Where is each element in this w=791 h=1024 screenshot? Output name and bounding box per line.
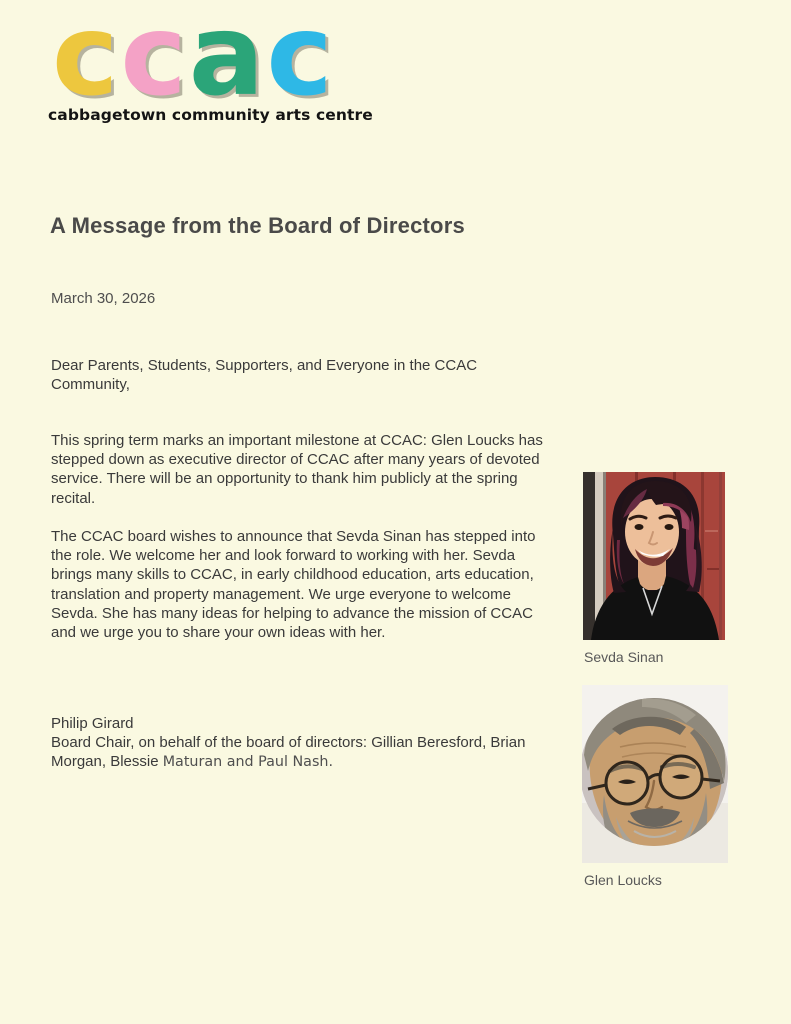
signature-role-main: Board Chair, on behalf of the board of directors: Gillian Beresford, Brian Morgan, Blessie — [51, 734, 526, 771]
signature-role-alt: Maturan and Paul Nash. — [162, 754, 333, 771]
paragraph-milestone: This spring term marks an important milestone at CCAC: Glen Loucks has stepped down as executive director of CCAC after many years of devoted service. There will be an opportunity to thank him publicly at the spring recital. — [51, 432, 543, 507]
logo-letter-3: a — [188, 0, 267, 121]
logo-letter-4: c — [266, 0, 335, 121]
logo-tagline: cabbagetown community arts centre — [48, 106, 373, 124]
signature-block — [51, 714, 551, 773]
page-title: A Message from the Board of Directors — [50, 213, 465, 238]
salutation: Dear Parents, Students, Supporters, and Everyone in the CCAC Community, — [51, 357, 478, 394]
sevda-portrait-illustration — [583, 472, 725, 640]
glen-portrait-illustration — [582, 685, 728, 863]
glen-caption: Glen Loucks — [584, 872, 662, 888]
signature-role — [51, 733, 551, 772]
sevda-photo — [583, 472, 725, 640]
signature-name: Philip Girard — [51, 715, 134, 732]
letter-date: March 30, 2026 — [51, 290, 156, 307]
paragraph-announcement: The CCAC board wishes to announce that Sevda Sinan has stepped into the role. We welcome her and look forward to working with her. Sevda brings many skills to CCAC, in early childhood education, arts education, translation and property management. We urge everyone to welcome Sevda. She has many ideas for helping to advance the mission of CCAC and we urge you to share your own ideas with her. — [51, 528, 536, 642]
glen-photo — [582, 685, 728, 863]
logo-letter-1: c — [52, 0, 121, 121]
logo-letter-2: c — [120, 0, 189, 121]
sevda-caption: Sevda Sinan — [584, 649, 664, 665]
